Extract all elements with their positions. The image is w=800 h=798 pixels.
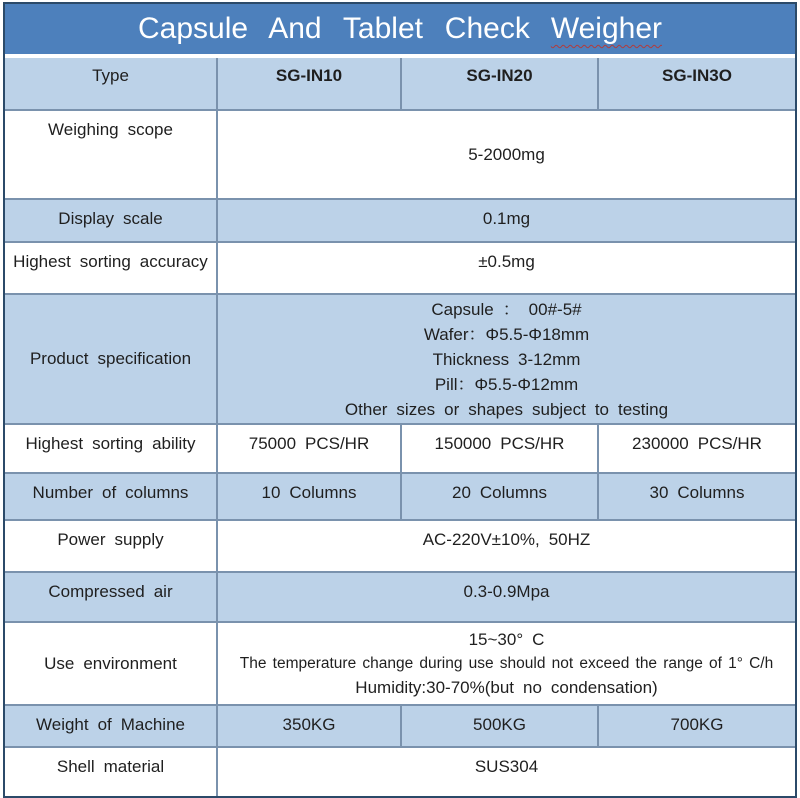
row-value: 350KG [217, 705, 401, 747]
spec-sheet-page [0, 2, 800, 776]
row-value [217, 294, 795, 424]
header-model-sg-in3o: SG-IN3O [598, 58, 795, 110]
row-value: ±0.5mg [217, 242, 795, 294]
row-label: Compressed air [5, 572, 217, 622]
row-value: 700KG [598, 705, 795, 747]
page-title-misspelled-word: Weigher [550, 12, 662, 45]
row-value: 500KG [401, 705, 598, 747]
row-value: 5-2000mg [217, 110, 795, 199]
env-line-humidity: Humidity:30-70%(but no condensation) [355, 678, 658, 697]
row-weighing-scope [5, 110, 795, 199]
row-compressed-air [5, 572, 795, 622]
row-label: Weighing scope [5, 110, 217, 199]
row-value: 0.1mg [217, 199, 795, 242]
row-power-supply [5, 520, 795, 572]
row-label: Power supply [5, 520, 217, 572]
spec-line-capsule: Capsule ： 00#-5# [431, 300, 582, 319]
row-value: 30 Columns [598, 473, 795, 520]
title-bar [5, 4, 795, 54]
row-value: 10 Columns [217, 473, 401, 520]
row-value: 0.3-0.9Mpa [217, 572, 795, 622]
row-display-scale [5, 199, 795, 242]
row-label: Use environment [5, 622, 217, 705]
row-sorting-ability [5, 424, 795, 473]
row-use-environment [5, 622, 795, 705]
row-label: Shell material [5, 747, 217, 796]
row-value: AC-220V±10%, 50HZ [217, 520, 795, 572]
row-machine-weight [5, 705, 795, 747]
row-value: 20 Columns [401, 473, 598, 520]
row-label: Highest sorting accuracy [5, 242, 217, 294]
spec-line-pill: Pill：Φ5.5-Φ12mm [434, 375, 579, 394]
header-model-sg-in10: SG-IN10 [217, 58, 401, 110]
row-product-specification [5, 294, 795, 424]
row-label: Product specification [5, 294, 217, 424]
row-value: 230000 PCS/HR [598, 424, 795, 473]
page-title: Capsule And Tablet Check [137, 12, 530, 45]
row-value: 75000 PCS/HR [217, 424, 401, 473]
env-line-temperature-range: 15~30° C [468, 630, 545, 649]
table-header-row [5, 58, 795, 110]
row-value [217, 622, 795, 705]
spec-line-thickness: Thickness 3-12mm [432, 350, 581, 369]
header-type-label: Type [5, 58, 217, 110]
row-label: Number of columns [5, 473, 217, 520]
row-value: 150000 PCS/HR [401, 424, 598, 473]
header-model-sg-in20: SG-IN20 [401, 58, 598, 110]
row-value: SUS304 [217, 747, 795, 796]
row-label: Highest sorting ability [5, 424, 217, 473]
row-number-of-columns [5, 473, 795, 520]
spec-sheet [3, 2, 797, 798]
row-label: Display scale [5, 199, 217, 242]
env-line-temperature-change: The temperature change during use should not exceed the range of 1° C/h [239, 655, 774, 672]
row-sorting-accuracy [5, 242, 795, 294]
spec-line-wafer: Wafer：Φ5.5-Φ18mm [423, 325, 590, 344]
spec-line-other-sizes: Other sizes or shapes subject to testing [344, 400, 669, 419]
row-shell-material [5, 747, 795, 796]
row-label: Weight of Machine [5, 705, 217, 747]
spec-table [5, 58, 795, 796]
